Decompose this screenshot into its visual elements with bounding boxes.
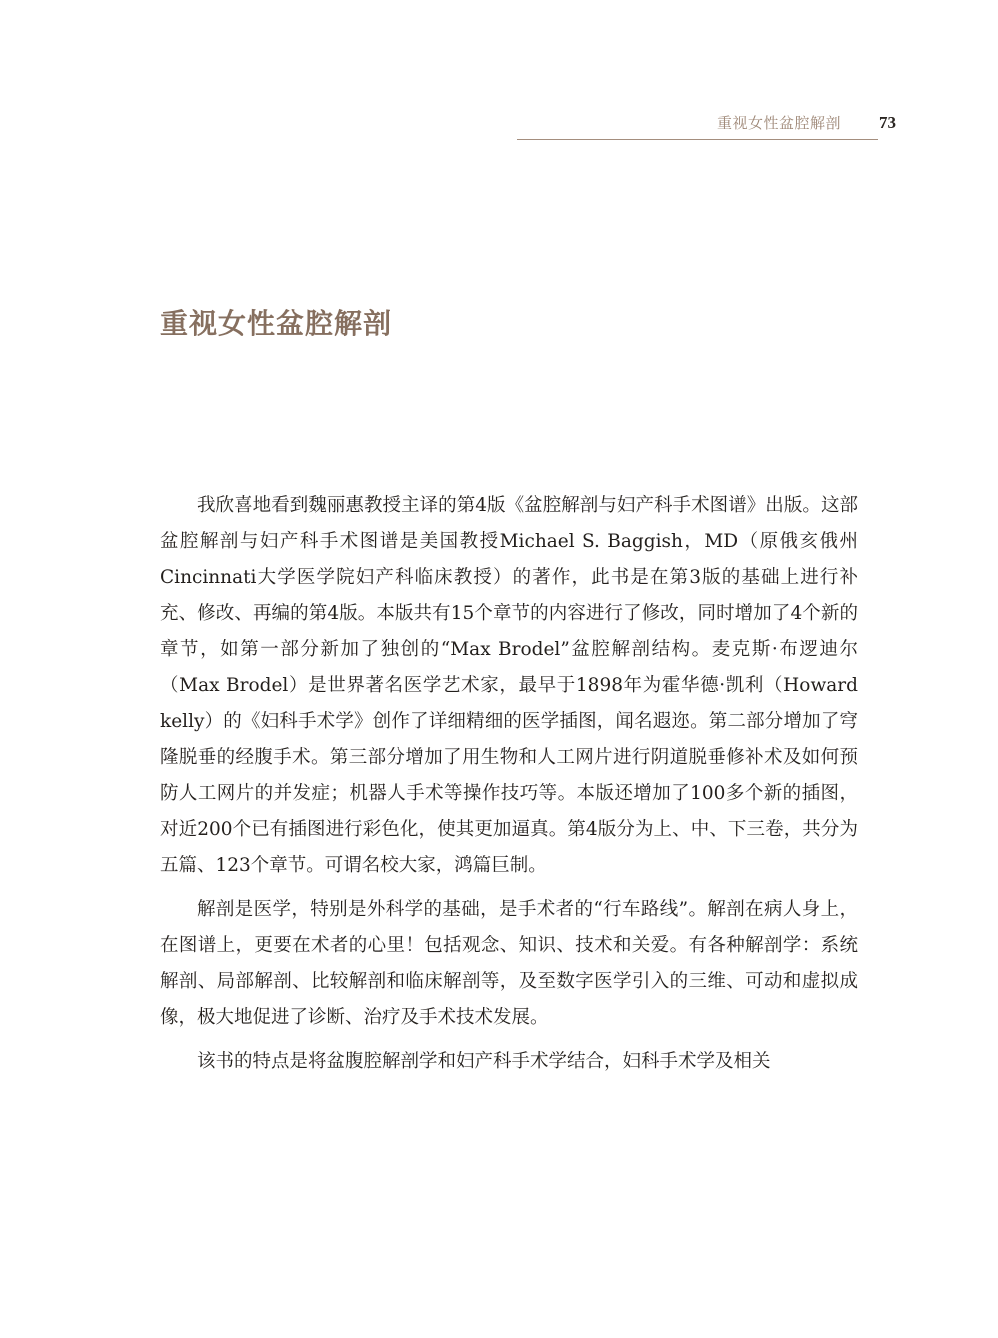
paragraph-1: 我欣喜地看到魏丽惠教授主译的第4版《盆腔解剖与妇产科手术图谱》出版。这部盆腔解剖与妇产科手术图谱是美国教授Michael S. Baggish，MD（原俄亥俄州Cincinnati大学医学院妇产科临床教授）的著作，此书是在第3版的基础上进行补充、修改、再编的第4版。本版共有15个章节的内容进行了修改，同时增加了4个新的章节，如第一部分新加了独创的“Max Brodel”盆腔解剖结构。麦克斯·布逻迪尔（Max Brodel）是世界著名医学艺术家，最早于1898年为霍华德·凯利（Howard kelly）的《妇科手术学》创作了详细精细的医学插图，闻名遐迩。第二部分增加了穹隆脱垂的经腹手术。第三部分增加了用生物和人工网片进行阴道脱垂修补术及如何预防人工网片的并发症；机器人手术等操作技巧等。本版还增加了100多个新的插图，对近200个已有插图进行彩色化，使其更加逼真。第4版分为上、中、下三卷，共分为五篇、123个章节。可谓名校大家，鸿篇巨制。 — [160, 495, 858, 876]
running-header-title: 重视女性盆腔解剖 — [716, 114, 841, 132]
running-header — [717, 112, 896, 133]
header-divider — [517, 139, 878, 140]
page-number: 73 — [879, 113, 896, 132]
article-title: 重视女性盆腔解剖 — [160, 307, 393, 340]
article-body — [160, 488, 858, 1088]
paragraph-2: 解剖是医学，特别是外科学的基础，是手术者的“行车路线”。解剖在病人身上，在图谱上，更要在术者的心里！包括观念、知识、技术和关爱。有各种解剖学：系统解剖、局部解剖、比较解剖和临床解剖等，及至数字医学引入的三维、可动和虚拟成像，极大地促进了诊断、治疗及手术技术发展。 — [160, 899, 858, 1028]
paragraph-3: 该书的特点是将盆腹腔解剖学和妇产科手术学结合，妇科手术学及相关 — [197, 1051, 771, 1072]
